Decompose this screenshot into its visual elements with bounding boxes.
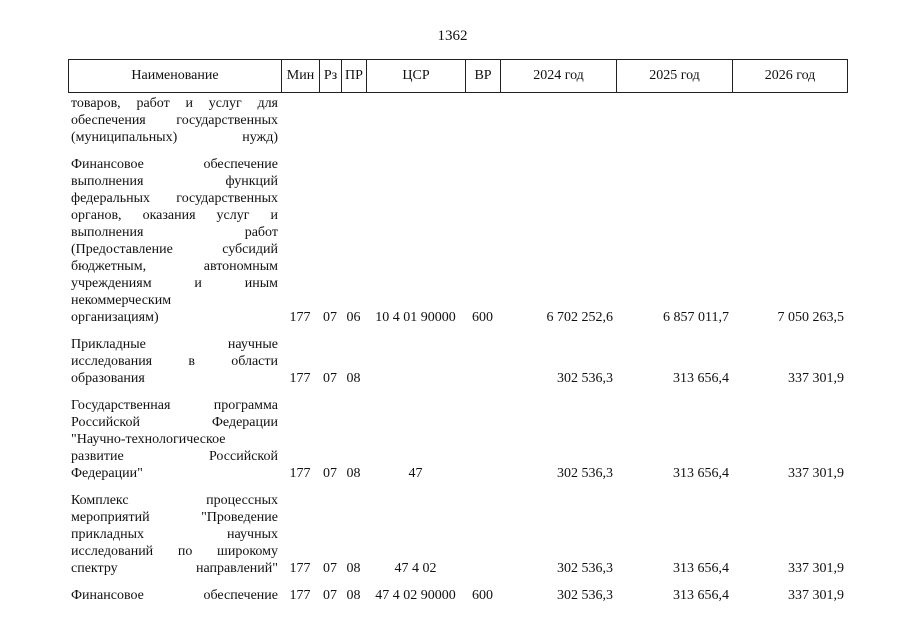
row-csr: 10 4 01 90000 bbox=[375, 310, 456, 325]
row-name bbox=[68, 397, 281, 482]
row-name-line: Прикладные научные bbox=[71, 337, 278, 352]
row-name-line: учреждениям и иным bbox=[71, 276, 278, 291]
col-header-min: Мин bbox=[282, 60, 320, 93]
row-name-line: некоммерческим bbox=[71, 293, 172, 308]
row-name-line: товаров, работ и услуг для bbox=[71, 96, 278, 111]
row-name-line: Государственная программа bbox=[71, 398, 278, 413]
row-spacer bbox=[68, 577, 847, 587]
row-value-2025: 313 656,4 bbox=[673, 466, 729, 481]
row-spacer-cell bbox=[68, 326, 847, 336]
row-name-line: Финансовое обеспечение bbox=[71, 588, 278, 603]
row-name-line: исследования в области bbox=[71, 354, 278, 369]
row-pr: 08 bbox=[346, 561, 361, 576]
row-name-line: образования bbox=[71, 371, 145, 386]
row-name bbox=[68, 156, 281, 326]
row-name bbox=[68, 492, 281, 577]
row-vr: 600 bbox=[472, 310, 493, 325]
table-header bbox=[68, 59, 848, 93]
col-header-vr: ВР bbox=[466, 60, 501, 93]
table-row bbox=[68, 156, 847, 326]
row-vr bbox=[465, 95, 500, 146]
row-name bbox=[68, 95, 281, 146]
row-name-line: обеспечения государственных bbox=[71, 113, 278, 128]
row-name-line: бюджетным, автономным bbox=[71, 259, 278, 274]
col-header-pr: ПР bbox=[342, 60, 367, 93]
col-header-rz: Рз bbox=[320, 60, 342, 93]
row-pr: 08 bbox=[346, 588, 361, 603]
row-name-line: прикладных научных bbox=[71, 527, 278, 542]
row-value-2025: 313 656,4 bbox=[673, 371, 729, 386]
row-rz bbox=[319, 95, 341, 146]
row-value-2026: 337 301,9 bbox=[788, 588, 844, 603]
row-value-2025: 313 656,4 bbox=[673, 561, 729, 576]
row-spacer bbox=[68, 326, 847, 336]
row-vr bbox=[465, 397, 500, 482]
row-value-2026 bbox=[732, 95, 847, 146]
row-csr bbox=[366, 95, 465, 146]
row-name-line: "Научно-технологическое bbox=[71, 432, 226, 447]
table-row bbox=[68, 587, 847, 604]
row-value-2026: 337 301,9 bbox=[788, 466, 844, 481]
row-name-line: мероприятий "Проведение bbox=[71, 510, 278, 525]
row-value-2024 bbox=[500, 95, 616, 146]
row-name-line: органов, оказания услуг и bbox=[71, 208, 278, 223]
table-row bbox=[68, 336, 847, 387]
row-rz: 07 bbox=[323, 561, 337, 576]
col-header-2025: 2025 год bbox=[617, 60, 733, 93]
row-rz: 07 bbox=[323, 310, 337, 325]
row-value-2024: 6 702 252,6 bbox=[546, 310, 613, 325]
row-value-2025: 313 656,4 bbox=[673, 588, 729, 603]
row-spacer bbox=[68, 387, 847, 397]
row-name-line: (муниципальных) нужд) bbox=[71, 130, 278, 145]
row-value-2026: 7 050 263,5 bbox=[777, 310, 844, 325]
budget-table bbox=[68, 95, 847, 604]
row-csr: 47 4 02 bbox=[394, 561, 437, 576]
row-pr bbox=[341, 95, 366, 146]
row-min: 177 bbox=[289, 371, 311, 386]
col-header-csr: ЦСР bbox=[367, 60, 466, 93]
row-min: 177 bbox=[289, 588, 311, 603]
col-header-name: Наименование bbox=[69, 60, 282, 93]
row-csr: 47 4 02 90000 bbox=[375, 588, 456, 603]
row-value-2026: 337 301,9 bbox=[788, 561, 844, 576]
row-spacer-cell bbox=[68, 577, 847, 587]
row-name-line: спектру направлений" bbox=[71, 561, 278, 576]
row-name-line: федеральных государственных bbox=[71, 191, 278, 206]
row-value-2024: 302 536,3 bbox=[557, 466, 613, 481]
row-spacer bbox=[68, 482, 847, 492]
row-rz: 07 bbox=[323, 371, 337, 386]
row-min bbox=[281, 95, 319, 146]
row-name-line: выполнения функций bbox=[71, 174, 278, 189]
row-name-line: выполнения работ bbox=[71, 225, 278, 240]
row-pr: 06 bbox=[346, 310, 361, 325]
row-name bbox=[68, 587, 281, 604]
page-number: 1362 bbox=[437, 28, 468, 44]
row-value-2024: 302 536,3 bbox=[557, 588, 613, 603]
row-value-2026: 337 301,9 bbox=[788, 371, 844, 386]
row-name-line: организациям) bbox=[71, 310, 159, 325]
row-min: 177 bbox=[289, 310, 311, 325]
row-csr: 47 bbox=[408, 466, 423, 481]
row-pr: 08 bbox=[346, 371, 361, 386]
row-name bbox=[68, 336, 281, 387]
row-name-line: Комплекс процессных bbox=[71, 493, 278, 508]
row-rz: 07 bbox=[323, 588, 337, 603]
row-spacer-cell bbox=[68, 146, 847, 156]
row-name-line: (Предоставление субсидий bbox=[71, 242, 278, 257]
row-name-line: Финансовое обеспечение bbox=[71, 157, 278, 172]
row-vr bbox=[465, 336, 500, 387]
row-rz: 07 bbox=[323, 466, 337, 481]
row-value-2025 bbox=[616, 95, 732, 146]
row-pr: 08 bbox=[346, 466, 361, 481]
row-name-line: Российской Федерации bbox=[71, 415, 278, 430]
row-min: 177 bbox=[289, 561, 311, 576]
row-name-line: Федерации" bbox=[71, 466, 143, 481]
col-header-2024: 2024 год bbox=[501, 60, 617, 93]
row-vr: 600 bbox=[472, 588, 493, 603]
table-row bbox=[68, 95, 847, 146]
col-header-2026: 2026 год bbox=[733, 60, 848, 93]
table-row bbox=[68, 397, 847, 482]
row-value-2025: 6 857 011,7 bbox=[663, 310, 729, 325]
row-min: 177 bbox=[289, 466, 311, 481]
table-row bbox=[68, 492, 847, 577]
row-csr bbox=[366, 336, 465, 387]
row-vr bbox=[465, 492, 500, 577]
row-name-line: развитие Российской bbox=[71, 449, 278, 464]
row-spacer-cell bbox=[68, 482, 847, 492]
row-value-2024: 302 536,3 bbox=[557, 371, 613, 386]
row-value-2024: 302 536,3 bbox=[557, 561, 613, 576]
row-name-line: исследований по широкому bbox=[71, 544, 278, 559]
row-spacer bbox=[68, 146, 847, 156]
row-spacer-cell bbox=[68, 387, 847, 397]
